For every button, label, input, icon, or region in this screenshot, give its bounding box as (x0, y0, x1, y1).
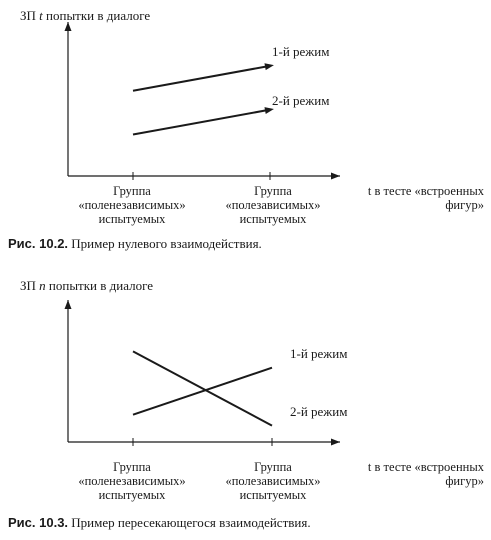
series-arrow-mode-1 (264, 63, 273, 70)
x-axis-label: t в тесте «встроенных фигур» (367, 460, 484, 488)
x-axis-arrow (331, 173, 340, 180)
series-line-mode-2 (133, 351, 272, 425)
figure-caption: Рис. 10.3. Пример пересекающегося взаимодействия. (8, 515, 311, 530)
series-line-mode-1 (133, 368, 272, 415)
series-label-mode-1: 1-й режим (272, 44, 330, 59)
y-axis-label: ЗП t попытки в диалоге (20, 8, 151, 23)
series-label-mode-2: 2-й режим (290, 404, 348, 419)
series-line-mode-2 (133, 110, 270, 135)
x-category-label-2: Группа «полезависимых» испытуемых (225, 184, 321, 226)
figure-10-3 (0, 270, 491, 540)
series-label-mode-2: 2-й режим (272, 93, 330, 108)
y-axis-arrow (65, 300, 72, 309)
series-label-mode-1: 1-й режим (290, 346, 348, 361)
x-category-label-2: Группа «полезависимых» испытуемых (225, 460, 321, 502)
series-line-mode-1 (133, 66, 270, 91)
x-axis-label: t в тесте «встроенных фигур» (367, 184, 484, 212)
y-axis-label: ЗП n попытки в диалоге (20, 278, 154, 293)
x-category-label-1: Группа «поленезависимых» испытуемых (78, 460, 186, 502)
x-axis-arrow (331, 439, 340, 446)
figure-caption: Рис. 10.2. Пример нулевого взаимодействия. (8, 236, 262, 251)
x-category-label-1: Группа «поленезависимых» испытуемых (78, 184, 186, 226)
